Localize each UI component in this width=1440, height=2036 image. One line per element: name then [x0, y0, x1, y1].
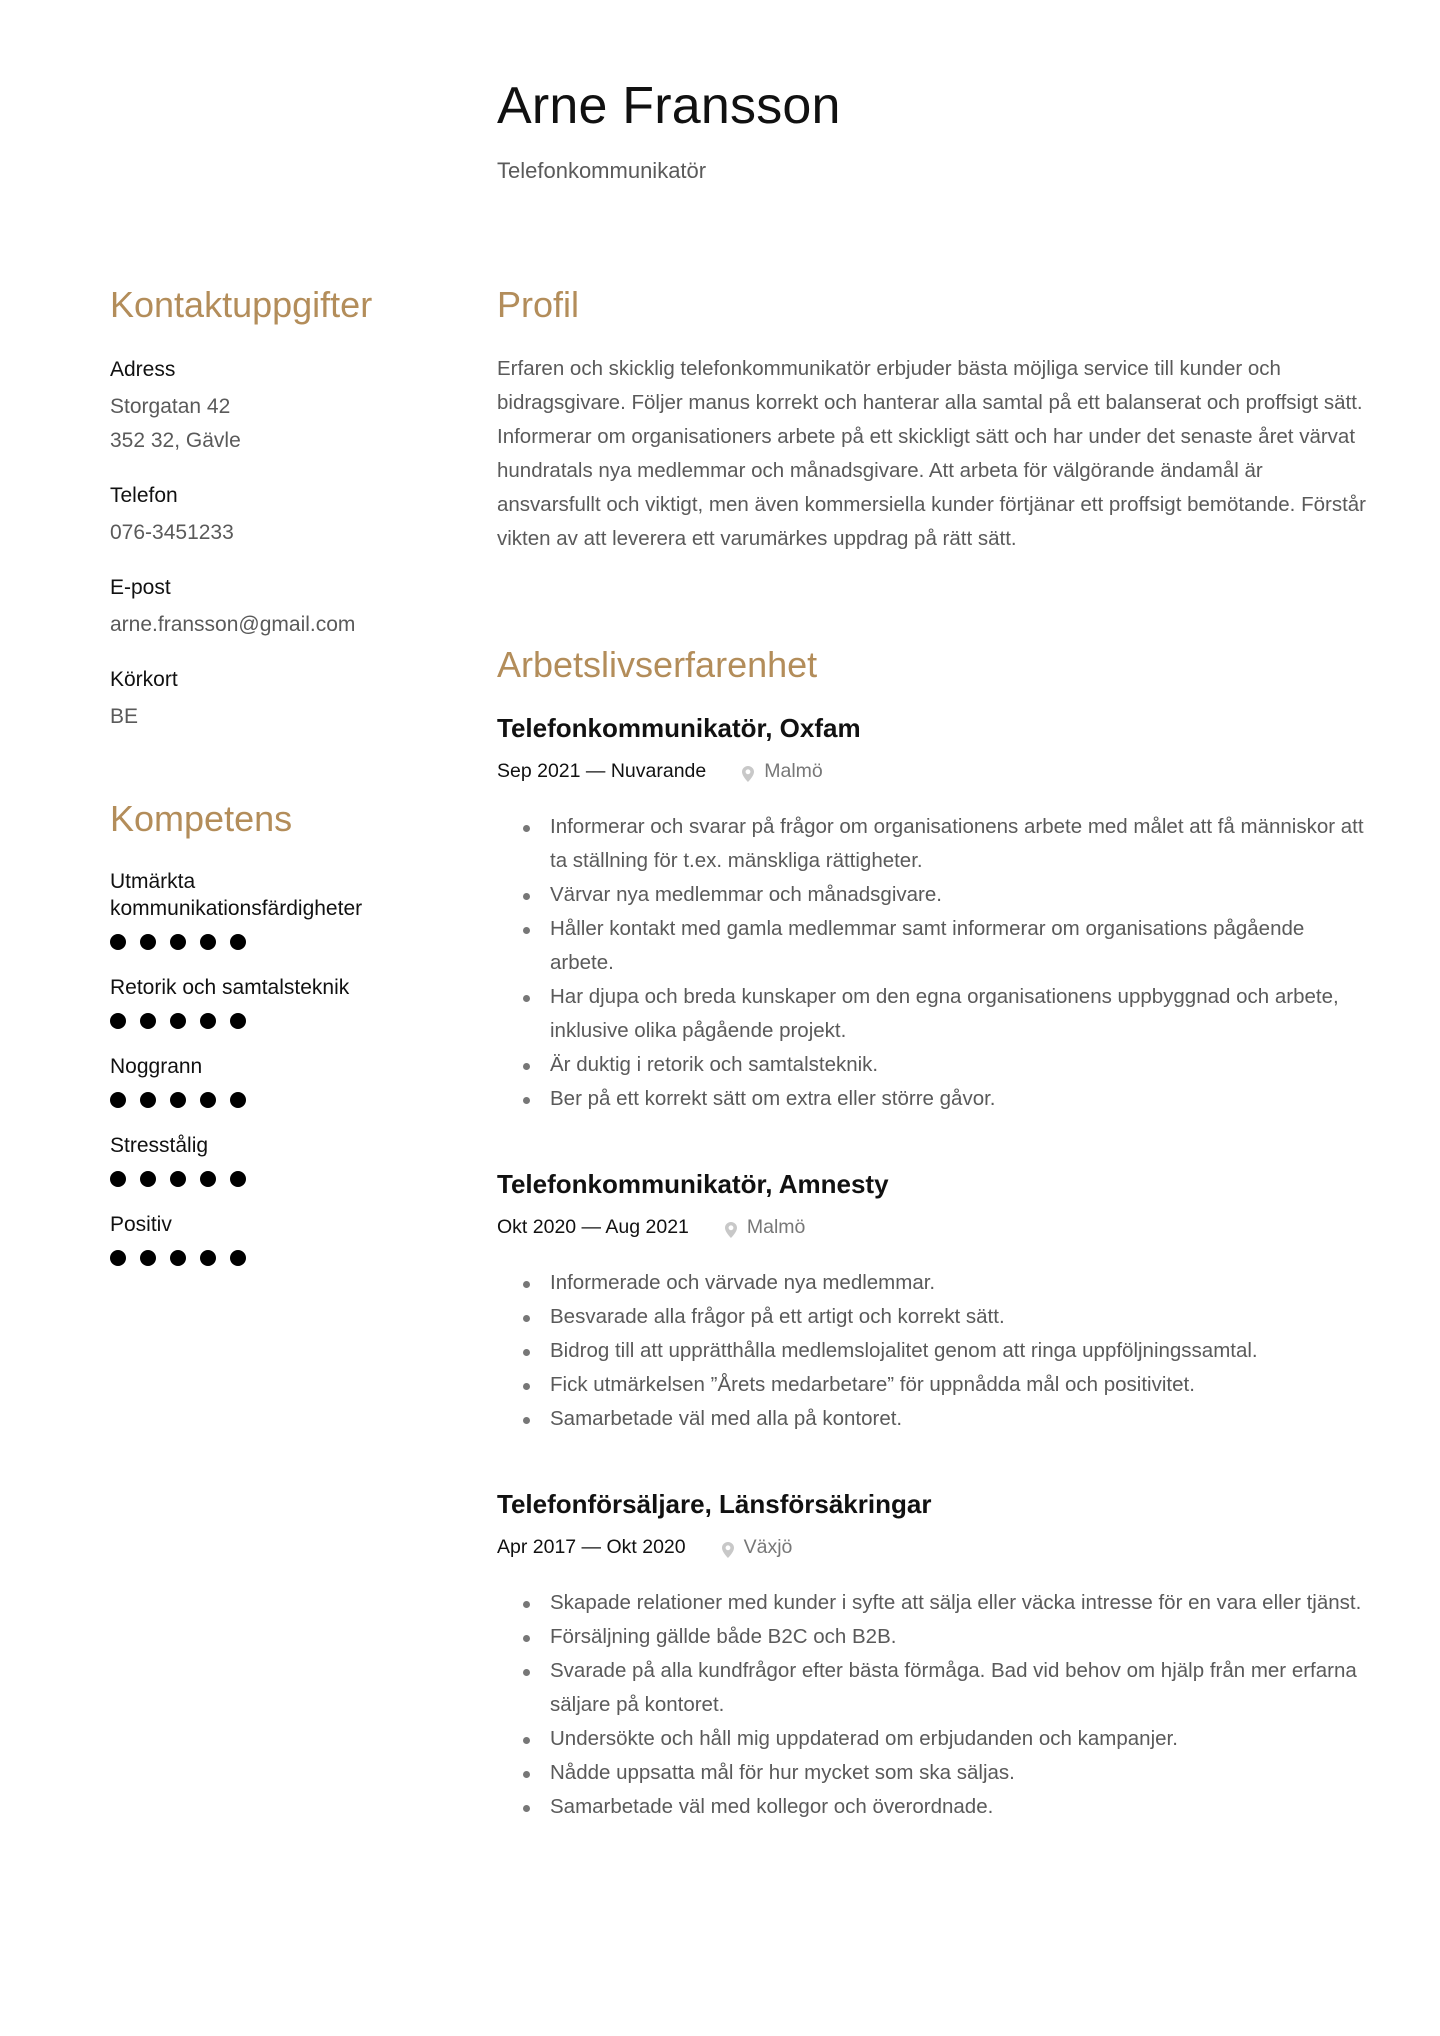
job-entry	[497, 1486, 1367, 1824]
skill-item	[110, 1053, 440, 1108]
person-name: Arne Fransson	[497, 77, 841, 135]
skills-heading: Kompetens	[110, 798, 293, 839]
skill-dot	[230, 1250, 246, 1266]
skill-dot	[230, 934, 246, 950]
skill-dot	[140, 1092, 156, 1108]
job-title: Telefonkommunikatör, Amnesty	[497, 1169, 889, 1199]
job-dates: Sep 2021 — Nuvarande	[497, 760, 707, 782]
bullet-item: Är duktig i retorik och samtalsteknik.	[523, 1048, 1367, 1082]
job-bullets	[523, 1266, 1367, 1436]
skills-list	[110, 868, 440, 1266]
skill-name: Retorik och samtalsteknik	[110, 976, 350, 999]
skill-dot	[230, 1092, 246, 1108]
bullet-item: Besvarade alla frågor på ett artigt och korrekt sätt.	[523, 1300, 1367, 1334]
skill-dot	[110, 1250, 126, 1266]
skill-dot	[200, 1013, 216, 1029]
skill-dot	[140, 1171, 156, 1187]
skill-level-dots	[110, 1092, 440, 1108]
skill-dot	[230, 1013, 246, 1029]
job-location: Malmö	[746, 1216, 806, 1238]
contact-email	[110, 572, 440, 642]
contact-label: Adress	[110, 358, 176, 381]
skill-dot	[200, 1171, 216, 1187]
job-dates: Okt 2020 — Aug 2021	[497, 1216, 689, 1238]
license-value: BE	[110, 705, 139, 728]
location-pin-icon	[722, 1539, 734, 1555]
skill-dot	[110, 934, 126, 950]
profile-heading: Profil	[497, 284, 580, 325]
main-content	[497, 282, 1367, 1874]
bullet-item: Informerade och värvade nya medlemmar.	[523, 1266, 1367, 1300]
skill-dot	[110, 1171, 126, 1187]
job-entry	[497, 710, 1367, 1116]
job-meta	[497, 758, 1367, 784]
skill-item	[110, 868, 440, 950]
job-meta	[497, 1534, 1367, 1560]
skill-dot	[200, 1092, 216, 1108]
skill-level-dots	[110, 1250, 440, 1266]
bullet-item: Undersökte och håll mig uppdaterad om erbjudanden och kampanjer.	[523, 1722, 1367, 1756]
address-street: Storgatan 42	[110, 395, 231, 418]
bullet-item: Informerar och svarar på frågor om organisationens arbete med målet att få människor att ta ställning för t.ex. mänskliga rättigheter.	[523, 810, 1367, 878]
bullet-item: Har djupa och breda kunskaper om den egna organisationens uppbyggnad och arbete, inklusive olika pågående projekt.	[523, 980, 1367, 1048]
skill-name: Utmärkta kommunikationsfärdigheter	[110, 870, 363, 920]
profile-text: Erfaren och skicklig telefonkommunikatör erbjuder bästa möjliga service till kunder och bidragsgivare. Följer manus korrekt och hanterar alla samtal på ett balanserat och proffsigt sätt. Informerar om organisationers arbete på ett skickligt sätt och har under det senaste året värvat hundratals nya medlemmar och månadsgivare. Att arbeta för välgörande ändamål är ansvarsfullt och viktigt, men även kommersiella kunder förtjänar ett proffsigt bemötande. Förstår vikten av att leverera ett varumärkes uppdrag på rätt sätt.	[497, 357, 1366, 550]
job-entry	[497, 1166, 1367, 1436]
skill-dot	[200, 934, 216, 950]
contact-heading: Kontaktuppgifter	[110, 284, 373, 325]
skill-item	[110, 974, 440, 1029]
skill-level-dots	[110, 1013, 440, 1029]
job-location: Växjö	[743, 1536, 793, 1558]
skill-dot	[170, 1250, 186, 1266]
phone-number: 076-3451233	[110, 521, 234, 544]
contact-label: Telefon	[110, 484, 178, 507]
skill-dot	[170, 1013, 186, 1029]
contact-label: E-post	[110, 576, 171, 599]
bullet-item: Svarade på alla kundfrågor efter bästa förmåga. Bad vid behov om hjälp från mer erfarna säljare på kontoret.	[523, 1654, 1367, 1722]
contact-phone	[110, 480, 440, 550]
bullet-item: Håller kontakt med gamla medlemmar samt informerar om organisations pågående arbete.	[523, 912, 1367, 980]
skill-dot	[140, 1013, 156, 1029]
jobs-list	[497, 710, 1367, 1824]
contact-license	[110, 664, 440, 734]
resume-header	[497, 74, 1357, 186]
skill-dot	[230, 1171, 246, 1187]
skill-dot	[170, 934, 186, 950]
skill-item	[110, 1211, 440, 1266]
skill-level-dots	[110, 1171, 440, 1187]
location-pin-icon	[742, 763, 754, 779]
skill-name: Noggrann	[110, 1055, 203, 1078]
skill-dot	[140, 934, 156, 950]
bullet-item: Skapade relationer med kunder i syfte att sälja eller väcka intresse för en vara eller tjänst.	[523, 1586, 1367, 1620]
contact-address	[110, 354, 440, 458]
bullet-item: Nådde uppsatta mål för hur mycket som ska säljas.	[523, 1756, 1367, 1790]
job-location: Malmö	[764, 760, 823, 782]
skill-name: Positiv	[110, 1213, 172, 1236]
contact-label: Körkort	[110, 668, 178, 691]
contact-list	[110, 354, 440, 734]
skill-dot	[170, 1171, 186, 1187]
skill-dot	[140, 1250, 156, 1266]
skill-dot	[110, 1092, 126, 1108]
skill-level-dots	[110, 934, 440, 950]
job-title-subtitle: Telefonkommunikatör	[497, 158, 707, 183]
address-city: 352 32, Gävle	[110, 429, 241, 452]
job-dates: Apr 2017 — Okt 2020	[497, 1536, 686, 1558]
skill-item	[110, 1132, 440, 1187]
bullet-item: Samarbetade väl med alla på kontoret.	[523, 1402, 1367, 1436]
skill-name: Stresstålig	[110, 1134, 209, 1157]
bullet-item: Värvar nya medlemmar och månadsgivare.	[523, 878, 1367, 912]
location-pin-icon	[725, 1219, 737, 1235]
skill-dot	[170, 1092, 186, 1108]
job-bullets	[523, 1586, 1367, 1824]
experience-heading: Arbetslivserfarenhet	[497, 644, 818, 685]
job-title: Telefonförsäljare, Länsförsäkringar	[497, 1489, 932, 1519]
bullet-item: Bidrog till att upprätthålla medlemslojalitet genom att ringa uppföljningssamtal.	[523, 1334, 1367, 1368]
job-meta	[497, 1214, 1367, 1240]
email-address: arne.fransson@gmail.com	[110, 613, 356, 636]
job-bullets	[523, 810, 1367, 1116]
sidebar	[110, 282, 440, 1290]
bullet-item: Samarbetade väl med kollegor och överordnade.	[523, 1790, 1367, 1824]
skill-dot	[110, 1013, 126, 1029]
bullet-item: Fick utmärkelsen ”Årets medarbetare” för uppnådda mål och positivitet.	[523, 1368, 1367, 1402]
job-title: Telefonkommunikatör, Oxfam	[497, 713, 861, 743]
contact-value	[110, 390, 440, 458]
bullet-item: Försäljning gällde både B2C och B2B.	[523, 1620, 1367, 1654]
bullet-item: Ber på ett korrekt sätt om extra eller större gåvor.	[523, 1082, 1367, 1116]
skill-dot	[200, 1250, 216, 1266]
